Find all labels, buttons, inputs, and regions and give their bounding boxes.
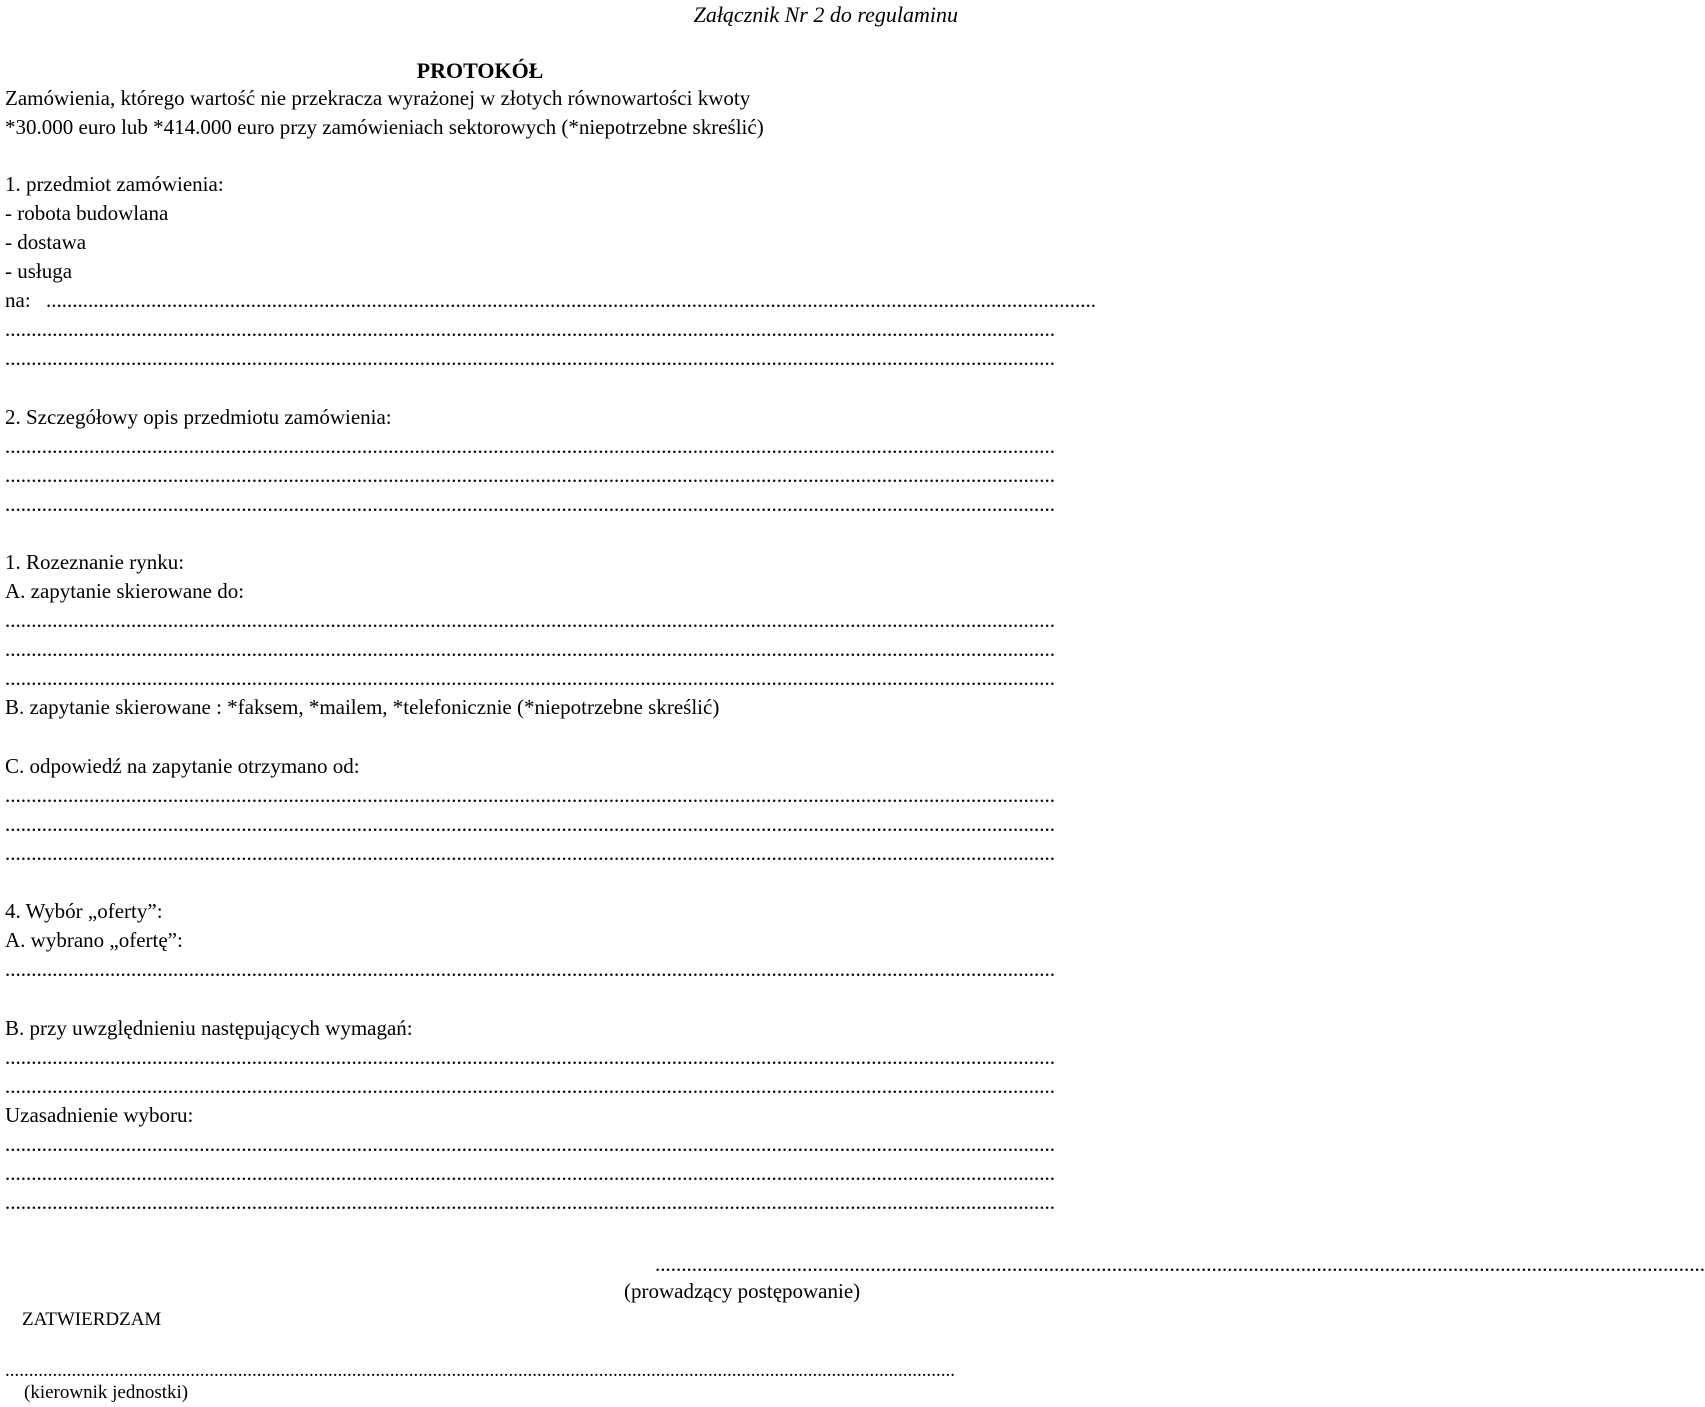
dotted-line: ........................................................................................................................................................................................................	[5, 608, 1055, 632]
section-4-a: A. wybrano „ofertę”:	[5, 928, 183, 952]
signature-label-right: (prowadzący postępowanie)	[624, 1279, 861, 1303]
signature-dotted-line: ........................................................................................................................................................................................................	[5, 1360, 955, 1381]
section-3-b: B. zapytanie skierowane : *faksem, *mailem, *telefonicznie (*niepotrzebne skreślić)	[5, 695, 720, 719]
dotted-line: ........................................................................................................................................................................................................	[5, 1045, 1055, 1069]
justification-label: Uzasadnienie wyboru:	[5, 1103, 194, 1127]
section-1-heading: 1. przedmiot zamówienia:	[5, 172, 224, 196]
dotted-line: ........................................................................................................................................................................................................	[5, 1161, 1055, 1185]
dotted-line: ........................................................................................................................................................................................................	[46, 288, 1096, 312]
dotted-line: ........................................................................................................................................................................................................	[5, 1074, 1055, 1098]
subtitle-line-2: *30.000 euro lub *414.000 euro przy zamówieniach sektorowych (*niepotrzebne skreślić)	[5, 115, 764, 139]
annex-label: Załącznik Nr 2 do regulaminu	[693, 2, 958, 27]
item-dostawa: - dostawa	[5, 230, 87, 254]
signature-label-left: (kierownik jednostki)	[24, 1382, 189, 1403]
dotted-line: ........................................................................................................................................................................................................	[5, 492, 1055, 516]
signature-dotted-line: ........................................................................................................................................................................................................	[655, 1252, 1705, 1276]
dotted-line: ........................................................................................................................................................................................................	[5, 812, 1055, 836]
dotted-line: ........................................................................................................................................................................................................	[5, 463, 1055, 487]
dotted-line: ........................................................................................................................................................................................................	[5, 841, 1055, 865]
dotted-line: ........................................................................................................................................................................................................	[5, 666, 1055, 690]
dotted-line: ........................................................................................................................................................................................................	[5, 637, 1055, 661]
dotted-line: ........................................................................................................................................................................................................	[5, 957, 1055, 981]
section-3-heading: 1. Rozeznanie rynku:	[5, 550, 185, 574]
section-4-heading: 4. Wybór „oferty”:	[5, 899, 163, 923]
document-title: PROTOKÓŁ	[416, 58, 544, 83]
section-2-heading: 2. Szczegółowy opis przedmiotu zamówienia:	[5, 405, 392, 429]
dotted-line: ........................................................................................................................................................................................................	[5, 317, 1055, 341]
section-3-a: A. zapytanie skierowane do:	[5, 579, 245, 603]
dotted-line: ........................................................................................................................................................................................................	[5, 1190, 1055, 1214]
item-usluga: - usługa	[5, 259, 73, 283]
approve-label: ZATWIERDZAM	[22, 1309, 162, 1330]
section-3-c: C. odpowiedź na zapytanie otrzymano od:	[5, 754, 360, 778]
dotted-line: ........................................................................................................................................................................................................	[5, 434, 1055, 458]
section-4-b: B. przy uwzględnieniu następujących wymagań:	[5, 1016, 413, 1040]
dotted-line: ........................................................................................................................................................................................................	[5, 1132, 1055, 1156]
na-label: na:	[5, 288, 31, 312]
dotted-line: ........................................................................................................................................................................................................	[5, 783, 1055, 807]
subtitle-line-1: Zamówienia, którego wartość nie przekracza wyrażonej w złotych równowartości kwoty	[5, 86, 751, 110]
dotted-line: ........................................................................................................................................................................................................	[5, 346, 1055, 370]
item-robota-budowlana: - robota budowlana	[5, 201, 169, 225]
